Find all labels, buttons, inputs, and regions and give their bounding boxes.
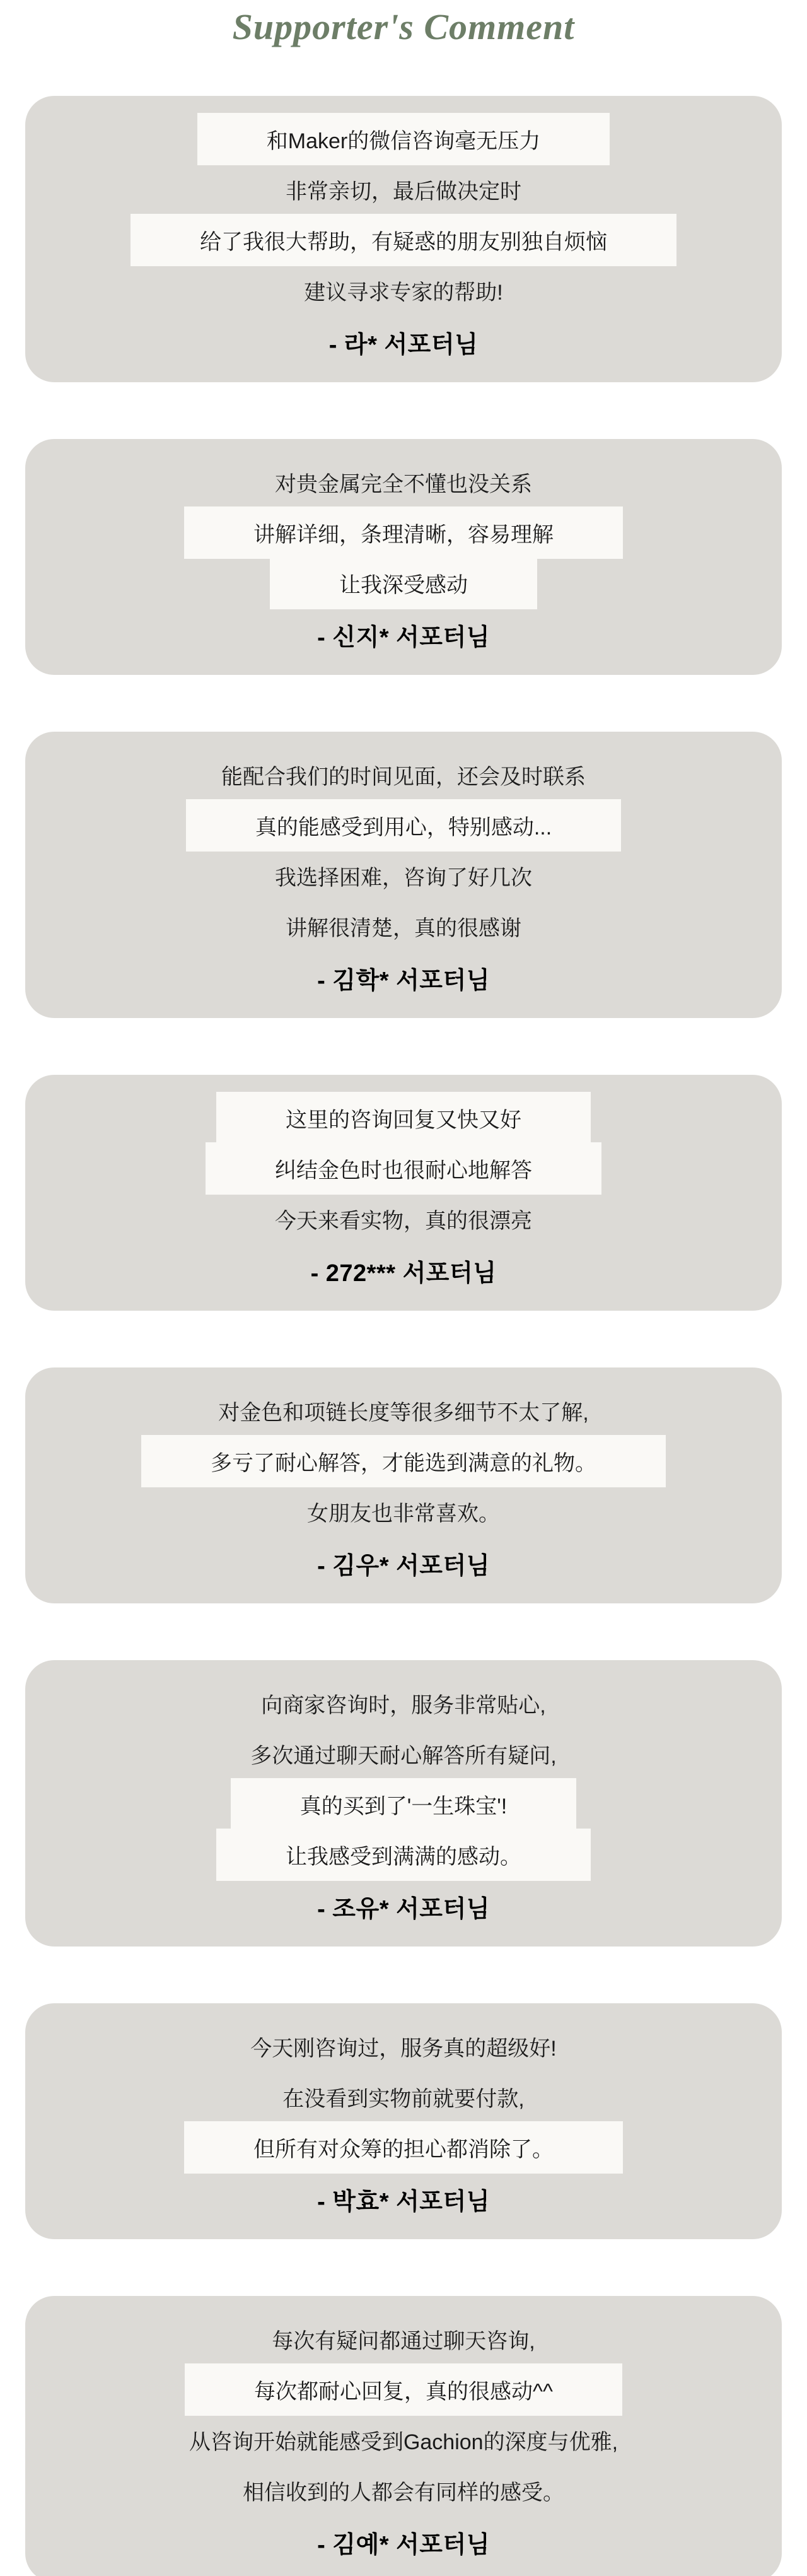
comment-author: - 김우* 서포터님 bbox=[317, 1552, 490, 1579]
comment-author: - 김학* 서포터님 bbox=[317, 967, 490, 994]
comment-line-text: 能配合我们的时间见面，还会及时联系 bbox=[221, 764, 586, 789]
comment-line-text: 和Maker的微信咨询毫无压力 bbox=[197, 113, 610, 165]
comment-card bbox=[25, 732, 782, 1018]
comment-card bbox=[25, 96, 782, 382]
comment-author: - 신지* 서포터님 bbox=[317, 624, 490, 651]
comment-line-text: 今天刚咨询过，服务真的超级好! bbox=[250, 2036, 557, 2061]
comment-line bbox=[38, 1193, 769, 1244]
comment-line-text: 讲解详细，条理清晰，容易理解 bbox=[184, 506, 623, 559]
comment-line-highlighted bbox=[38, 507, 769, 558]
comment-line bbox=[38, 164, 769, 214]
comment-line-text: 每次都耐心回复，真的很感动^^ bbox=[185, 2363, 622, 2416]
comment-line bbox=[38, 2314, 769, 2364]
comment-line-highlighted bbox=[38, 1829, 769, 1880]
comment-line bbox=[38, 457, 769, 507]
comment-line bbox=[38, 2071, 769, 2122]
comment-line-text: 多亏了耐心解答，才能选到满意的礼物。 bbox=[141, 1435, 666, 1487]
comment-line bbox=[38, 265, 769, 315]
comment-line-text: 女朋友也非常喜欢。 bbox=[307, 1501, 500, 1526]
comment-line-text: 相信收到的人都会有同样的感受。 bbox=[243, 2480, 564, 2505]
comment-line-text: 讲解很清楚，真的很感谢 bbox=[286, 916, 521, 940]
comment-line-highlighted bbox=[38, 2364, 769, 2415]
comment-line-text: 建议寻求专家的帮助! bbox=[304, 280, 503, 305]
comment-line-highlighted bbox=[38, 1092, 769, 1143]
comment-line-text: 对金色和项链长度等很多细节不太了解, bbox=[218, 1400, 589, 1425]
comment-card bbox=[25, 1367, 782, 1603]
comment-line-text: 让我感受到满满的感动。 bbox=[216, 1829, 591, 1881]
comment-author: - 김예* 서포터님 bbox=[317, 2531, 490, 2558]
comment-card bbox=[25, 2296, 782, 2576]
comment-line bbox=[38, 2415, 769, 2465]
comment-line bbox=[38, 1486, 769, 1537]
page-title: Supporter's Comment bbox=[232, 6, 575, 47]
comment-line-text: 在没看到实物前就要付款, bbox=[282, 2087, 525, 2111]
comment-line bbox=[38, 749, 769, 800]
comment-line-highlighted bbox=[38, 114, 769, 164]
comment-line bbox=[38, 2465, 769, 2515]
comment-card bbox=[25, 1660, 782, 1947]
comment-line-highlighted bbox=[38, 800, 769, 850]
comment-line-highlighted bbox=[38, 1143, 769, 1193]
comment-card bbox=[25, 439, 782, 675]
comment-line-text: 多次通过聊天耐心解答所有疑问, bbox=[250, 1743, 557, 1768]
comment-line-text: 对贵金属完全不懂也没关系 bbox=[275, 472, 532, 496]
comment-line-text: 我选择困难，咨询了好几次 bbox=[275, 865, 532, 890]
comment-line-text: 这里的咨询回复又快又好 bbox=[216, 1092, 591, 1144]
comment-line-text: 每次有疑问都通过聊天咨询, bbox=[272, 2329, 535, 2353]
comment-card bbox=[25, 2003, 782, 2239]
comment-author: - 272*** 서포터님 bbox=[310, 1260, 497, 1287]
comment-author: - 라* 서포터님 bbox=[328, 331, 479, 358]
comment-line-text: 给了我很大帮助，有疑惑的朋友别独自烦恼 bbox=[131, 214, 676, 266]
comment-line-text: 让我深受感动 bbox=[270, 557, 537, 609]
comment-line-highlighted bbox=[38, 2122, 769, 2172]
comment-line-text: 向商家咨询时，服务非常贴心, bbox=[261, 1693, 546, 1718]
comment-line-highlighted bbox=[38, 1779, 769, 1829]
comment-list bbox=[0, 48, 807, 2576]
comment-line bbox=[38, 1385, 769, 1436]
comment-line bbox=[38, 1728, 769, 1779]
comment-line-highlighted bbox=[38, 558, 769, 608]
comment-author: - 조유* 서포터님 bbox=[317, 1895, 490, 1923]
comment-line-text: 纠结金色时也很耐心地解答 bbox=[206, 1142, 601, 1195]
comment-line bbox=[38, 901, 769, 951]
comment-line bbox=[38, 2021, 769, 2071]
comment-line-highlighted bbox=[38, 1436, 769, 1486]
comment-line-text: 真的能感受到用心，特别感动... bbox=[186, 799, 621, 852]
comment-line-highlighted bbox=[38, 214, 769, 265]
comment-line-text: 真的买到了'一生珠宝'! bbox=[231, 1778, 576, 1830]
comment-line bbox=[38, 850, 769, 901]
comment-line bbox=[38, 1678, 769, 1728]
comment-author: - 박효* 서포터님 bbox=[317, 2188, 490, 2215]
comment-line-text: 今天来看实物，真的很漂亮 bbox=[275, 1209, 532, 1233]
comment-card bbox=[25, 1075, 782, 1311]
comment-line-text: 但所有对众筹的担心都消除了。 bbox=[184, 2121, 623, 2174]
comment-line-text: 非常亲切，最后做决定时 bbox=[286, 179, 521, 204]
comment-line-text: 从咨询开始就能感受到Gachion的深度与优雅, bbox=[189, 2430, 618, 2454]
